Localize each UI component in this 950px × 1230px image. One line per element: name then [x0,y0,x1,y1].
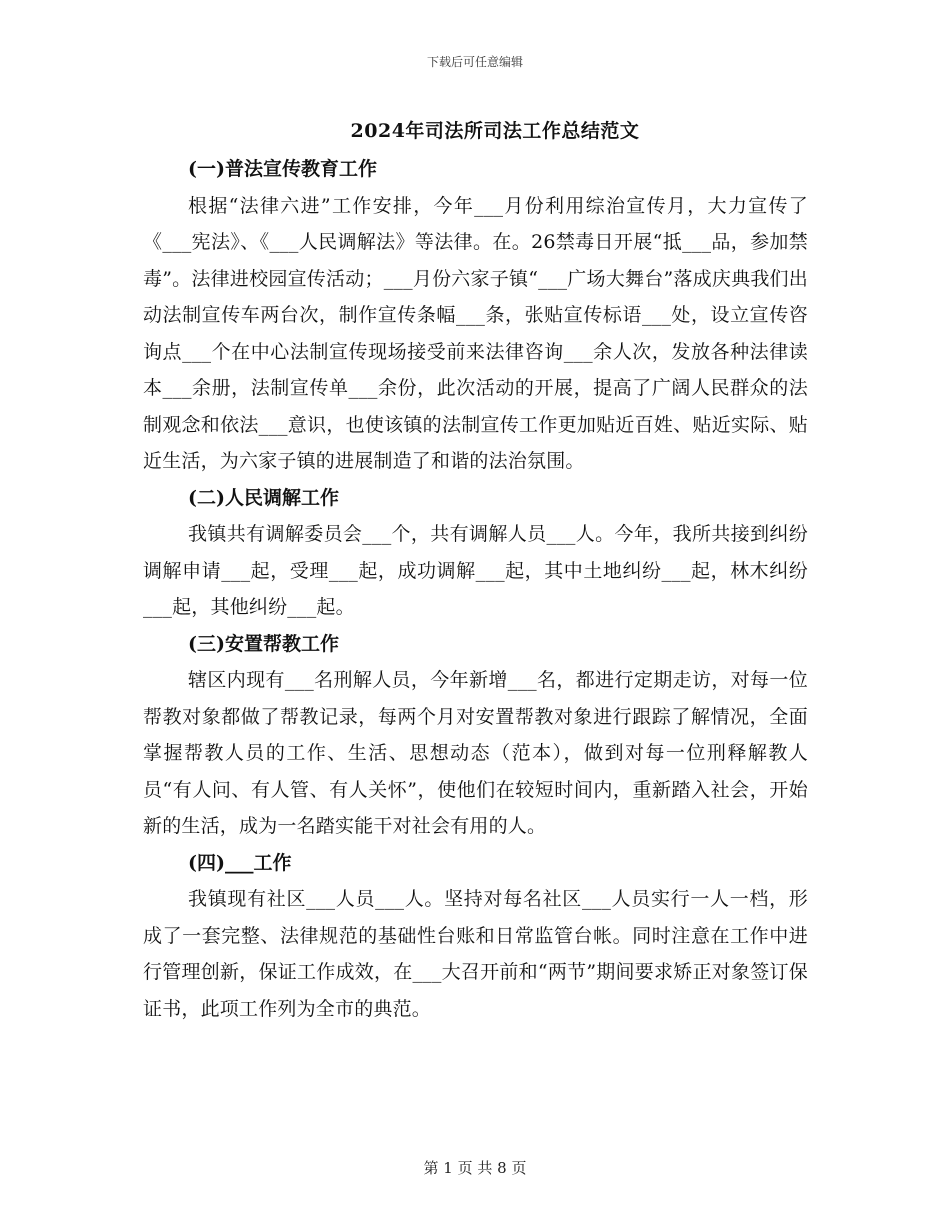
section-heading-legal-education: (一)普法宣传教育工作 [188,158,377,180]
page-number: 第 1 页 共 8 页 [423,1159,527,1177]
section-heading-mediation: (二)人民调解工作 [188,486,339,509]
document-title: 2024年司法所司法工作总结范文 [350,120,640,142]
section-heading-community-work: (四)___工作 [188,851,292,874]
document-body [143,151,808,1027]
page-header-note: 下载后可任意编辑 [426,55,523,69]
paragraph-resettlement: 辖区内现有___名刑解人员，今年新增___名，都进行定期走访，对每一位帮教对象都做了帮教记录，每两个月对安置帮教对象进行跟踪了解情况，全面掌握帮教人员的工作、生活、思想动态（范本），做到对每一位刑释解教人员“有人问、有人管、有人关怀”，使他们在较短时间内，重新踏入社会，开始新的生活，成为一名踏实能干对社会有用的人。 [143,669,808,837]
paragraph-legal-education: 根据“法律六进”工作安排，今年___月份利用综治宣传月，大力宣传了《___宪法》、《___人民调解法》等法律。在。26禁毒日开展“抵___品，参加禁毒”。法律进校园宣传活动；___月份六家子镇“___广场大舞台”落成庆典我们出动法制宣传车两台次，制作宣传条幅___条，张贴宣传标语___处，设立宣传咨询点___个在中心法制宣传现场接受前来法律咨询___余人次，发放各种法律读本___余册，法制宣传单___余份，此次活动的开展，提高了广阔人民群众的法制观念和依法___意识，也使该镇的法制宣传工作更加贴近百姓、贴近实际、贴近生活，为六家子镇的进展制造了和谐的法治氛围。 [143,194,808,472]
paragraph-community-work: 我镇现有社区___人员___人。坚持对每名社区___人员实行一人一档，形成了一套完整、法律规范的基础性台账和日常监管台帐。同时注意在工作中进行管理创新，保证工作成效，在___大召开前和“两节”期间要求矫正对象签订保证书，此项工作列为全市的典范。 [143,888,808,1020]
paragraph-mediation: 我镇共有调解委员会___个，共有调解人员___人。今年，我所共接到纠纷调解申请___起，受理___起，成功调解___起，其中土地纠纷___起，林木纠纷___起，其他纠纷___起。 [143,523,808,618]
section-heading-resettlement: (三)安置帮教工作 [188,632,339,655]
